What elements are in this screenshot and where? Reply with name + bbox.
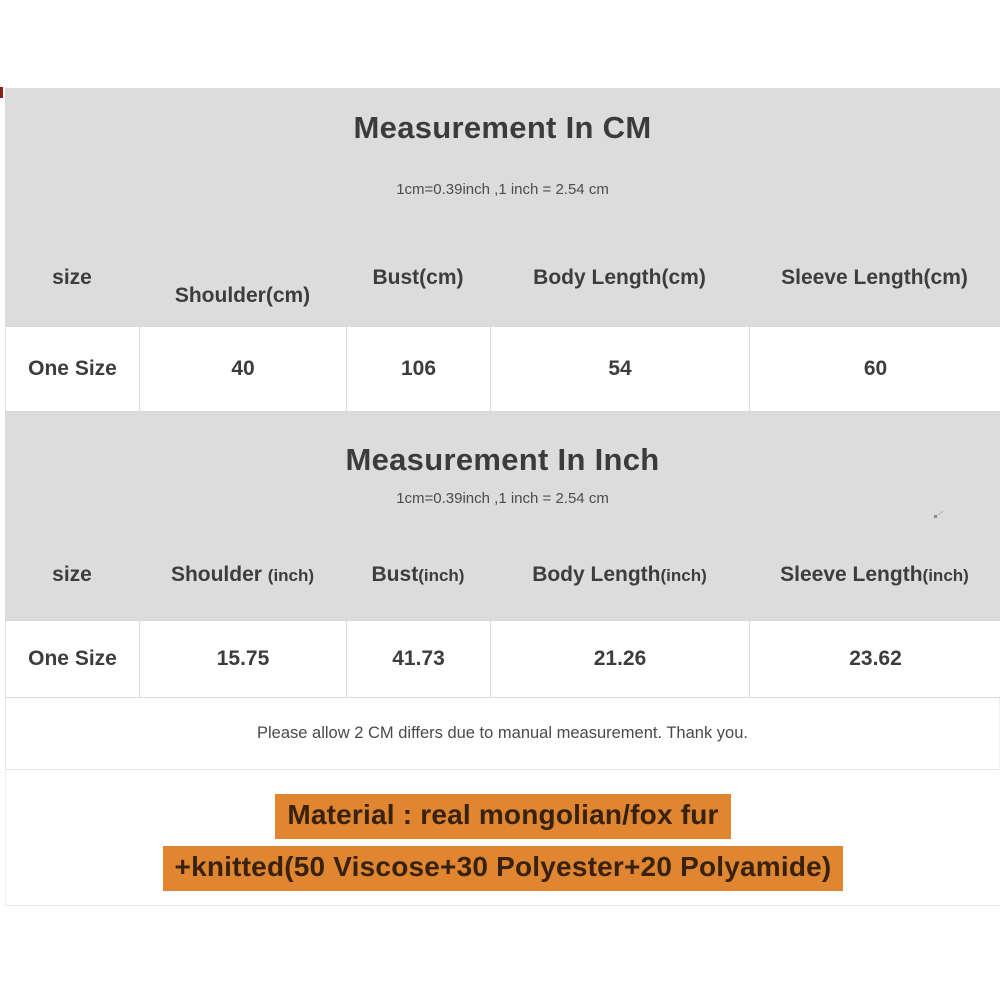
inch-header-bust: Bust(inch) (371, 563, 465, 586)
material-section (5, 770, 1000, 906)
inch-header-body-length: Body Length(inch) (532, 563, 707, 586)
inch-unit-label: (inch) (922, 566, 969, 585)
inch-unit-label: (inch) (267, 566, 315, 585)
inch-cell-bust: 41.73 (347, 621, 491, 697)
material-line-2-highlight: +knitted(50 Viscose+30 Polyester+20 Polyamide) (163, 846, 844, 891)
material-line-1-highlight: Material : real mongolian/fox fur (275, 794, 730, 839)
inch-header-size (5, 563, 139, 587)
inch-section-title: Measurement In Inch (345, 442, 660, 477)
cm-header-size: size (52, 266, 92, 289)
scan-scratch-artifact (933, 510, 945, 520)
cm-cell-size: One Size (6, 327, 140, 411)
inch-section-header (5, 412, 1000, 620)
cm-header-bust: Bust(cm) (372, 266, 464, 289)
inch-header-shoulder: Shoulder (inch) (170, 563, 315, 586)
inch-unit-label: (inch) (418, 566, 465, 585)
inch-table-header-row (5, 530, 1000, 620)
cm-header-body-length: Body Length(cm) (533, 266, 706, 289)
cm-conversion-note: 1cm=0.39inch ,1 inch = 2.54 cm (396, 181, 609, 198)
cm-cell-sleeve-length: 60 (863, 357, 888, 380)
note-text: Please allow 2 CM differs due to manual measurement. Thank you. (257, 724, 748, 742)
inch-unit-label: (inch) (660, 566, 707, 585)
measurement-tolerance-note (5, 698, 1000, 770)
cm-section-title: Measurement In CM (353, 110, 652, 145)
cm-cell-bust: 106 (347, 327, 491, 411)
material-line-1 (6, 794, 1000, 839)
cm-header-sleeve-length: Sleeve Length(cm) (781, 266, 968, 289)
left-edge-red-artifact (0, 87, 3, 98)
inch-header-sleeve-length: Sleeve Length(inch) (780, 563, 969, 586)
inch-conversion-note: 1cm=0.39inch ,1 inch = 2.54 cm (396, 490, 609, 507)
inch-cell-size: One Size (6, 621, 140, 697)
inch-table-row (5, 620, 1000, 698)
material-line-2 (6, 846, 1000, 891)
cm-cell-shoulder: 40 (140, 327, 347, 411)
cm-table-header-row (5, 230, 1000, 326)
cm-table-row (5, 326, 1000, 412)
inch-header-size-label: size (52, 563, 92, 586)
cm-cell-body-length: 54 (491, 327, 750, 411)
inch-cell-sleeve-length: 23.62 (849, 647, 902, 670)
cm-section-header (5, 88, 1000, 326)
inch-cell-shoulder: 15.75 (140, 621, 347, 697)
inch-cell-body-length: 21.26 (491, 621, 750, 697)
cm-header-shoulder: Shoulder(cm) (174, 284, 311, 307)
